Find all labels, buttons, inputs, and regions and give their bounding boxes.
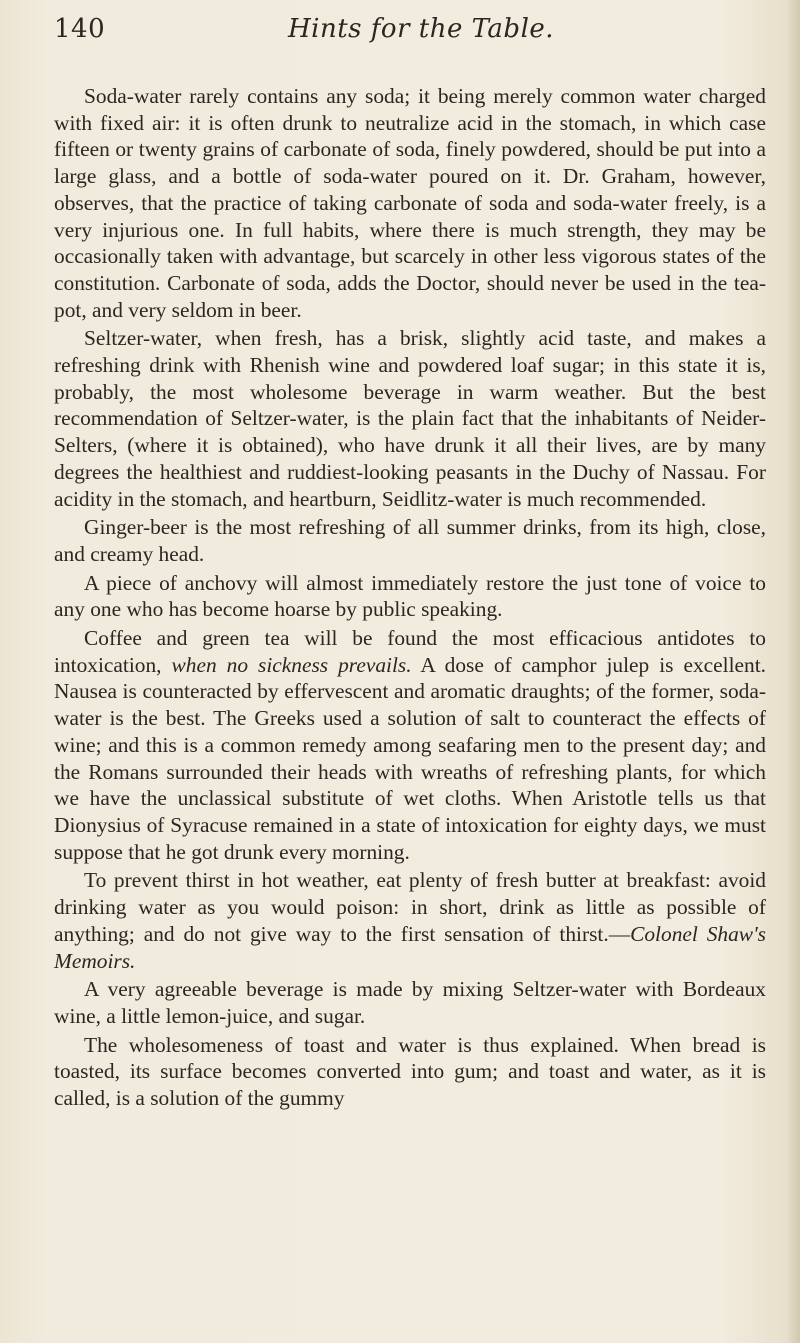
running-title: Hints for the Table. — [288, 14, 555, 44]
paragraph-toast-water: The wholesomeness of toast and water is thus explained. When bread is toasted, its surface becomes converted into gum; and toast and water, as it is called, is a solution of the gummy — [54, 1032, 766, 1111]
citation: Colonel Shaw's Memoirs. — [54, 921, 766, 973]
paragraph-text: To prevent thirst in hot weather, eat plenty of fresh butter at breakfast: avoid drinking water as you would poison: in short, drink as little as possible of anything; and do not give way to the first sensation of thirst.— — [54, 868, 766, 946]
italic-phrase: when no sickness prevails. — [171, 652, 412, 677]
paragraph-coffee-green-tea — [54, 625, 766, 865]
paragraph-ginger-beer: Ginger-beer is the most refreshing of all summer drinks, from its high, close, and creamy head. — [54, 515, 766, 566]
page-header — [54, 14, 754, 54]
paragraph-seltzer-water: Seltzer-water, when fresh, has a brisk, slightly acid taste, and makes a refreshing drink with Rhenish wine and powdered loaf sugar; in this state it is, probably, the most wholesome beverage in warm weather. But the best recommendation of Seltzer-water, is the plain fact that the inhabitants of Neider-Selters, (where it is obtained), who have drunk it all their lives, are by many degrees the healthiest and ruddiest-looking peasants in the Duchy of Nassau. For acidity in the stomach, and heartburn, Seidlitz-water is much recommended. — [54, 326, 766, 511]
body-text — [54, 83, 766, 1114]
paragraph-anchovy: A piece of anchovy will almost immediately restore the just tone of voice to any one who has become hoarse by public speaking. — [54, 570, 766, 622]
page-number: 140 — [54, 14, 106, 44]
paragraph-seltzer-bordeaux: A very agreeable beverage is made by mixing Seltzer-water with Bordeaux wine, a little lemon-juice, and sugar. — [54, 977, 766, 1028]
paragraph-thirst — [54, 867, 766, 974]
paragraph-soda-water: Soda-water rarely contains any soda; it being merely common water charged with fixed air: it is often drunk to neutralize acid in the stomach, in which case fifteen or twenty grains of carbonate of soda, finely powdered, should be put into a large glass, and a bottle of soda-water poured on it. Dr. Graham, however, observes, that the practice of taking carbonate of soda and soda-water freely, is a very injurious one. In full habits, where there is much strength, they may be occasionally taken with advantage, but scarcely in other less vigorous states of the constitution. Carbonate of soda, adds the Doctor, should never be used in the tea-pot, and very seldom in beer. — [54, 84, 766, 322]
page-edge-shadow — [786, 0, 800, 1343]
paragraph-text: Coffee and green tea will be found the most efficacious antidotes to intoxication, — [54, 626, 766, 677]
paragraph-text: A dose of camphor julep is excellent. Nausea is counteracted by effervescent and aromatic draughts; of the former, soda-water is the best. The Greeks used a solution of salt to counteract the effects of wine; and this is a common remedy among seafaring men to the present day; and the Romans surrounded their heads with wreaths of refreshing plants, for which we have the unclassical substitute of wet cloths. When Aristotle tells us that Dionysius of Syracuse remained in a state of intoxication for eighty days, we must suppose that he got drunk every morning. — [54, 652, 766, 864]
